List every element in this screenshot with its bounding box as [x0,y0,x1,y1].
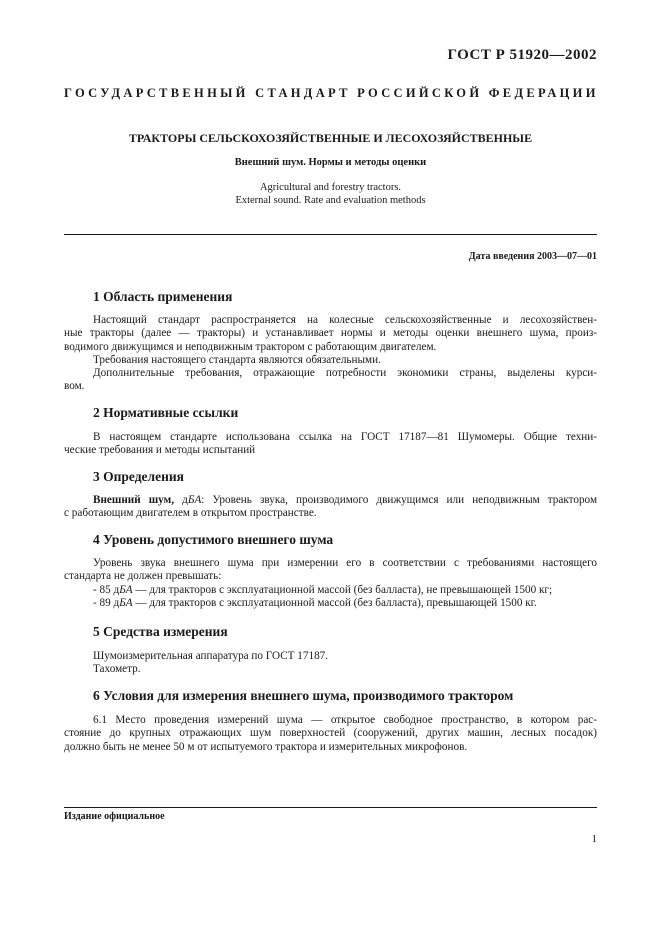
document-subtitle: Внешний шум. Нормы и методы оценки [234,157,427,168]
limit-text: — для тракторов с эксплуатационной массой (без балласта), не превышающей 1500 кг; [132,583,553,596]
edition-label: Издание официальное [64,811,165,822]
limit-unit: БA [119,583,133,596]
state-standard-title: ГОСУДАРСТВЕННЫЙ СТАНДАРТ РОССИЙСКОЙ ФЕДЕРАЦИИ [64,86,599,100]
section-1-line: ные тракторы (далее — тракторы) и устанавливает нормы и методы оценки внешнего шума, произ- [64,327,597,340]
section-1-heading: 1 Область применения [93,289,233,304]
unit-prefix: д [182,494,188,506]
definition-text: : Уровень звука, производимого движущимся или неподвижным трактором [201,494,598,506]
limit-text: — для тракторов с эксплуатационной массой (без балласта), превышающей 1500 кг. [132,596,537,609]
section-4-line: стандарта не должен превышать: [64,570,222,583]
section-1-body [64,314,597,394]
section-3-heading: 3 Определения [93,469,184,484]
section-2-body [64,431,597,458]
section-5-heading: 5 Средства измерения [93,624,228,639]
section-1-line: водимого движущимся и неподвижным трактором с работающим двигателем. [64,340,437,353]
section-3-body [64,494,597,521]
footer-divider [64,807,597,808]
section-1-line: Дополнительные требования, отражающие потребности экономики страны, выделены курси- [93,367,597,380]
section-1-line: Настоящий стандарт распространяется на колесные сельскохозяйственные и лесохозяйствен- [93,314,597,326]
section-4-line: Уровень звука внешнего шума при измерении его в соответствии с требованиями настоящего [93,557,597,569]
limit-value: - 85 д [93,583,120,596]
definition-line: с работающим двигателем в открытом пространстве. [64,507,317,520]
section-5-body [64,650,597,677]
defined-term: Внешний шум, [93,494,175,506]
section-6-line: 6.1 Место проведения измерений шума — открытое свободное пространство, в котором рас- [93,714,597,726]
section-4-body [64,557,597,610]
english-title-line-2: External sound. Rate and evaluation methods [235,195,426,206]
section-2-heading: 2 Нормативные ссылки [93,405,239,420]
section-2-line: В настоящем стандарте использована ссылка на ГОСТ 17187—81 Шумомеры. Общие техни- [93,431,597,443]
document-title: ТРАКТОРЫ СЕЛЬСКОХОЗЯЙСТВЕННЫЕ И ЛЕСОХОЗЯЙСТВЕННЫЕ [128,131,533,145]
title-divider [64,234,597,235]
limit-value: - 89 д [93,596,120,609]
english-title-line-1: Agricultural and forestry tractors. [259,182,402,193]
section-6-line: должно быть не менее 50 м от испытуемого трактора и измерительных микрофонов. [64,740,468,753]
limit-item [64,597,597,610]
section-6-line: стояние до крупных отражающих шум поверхностей (сооружений, других машин, лесных посадок) [64,727,597,740]
standard-code: ГОСТ Р 51920—2002 [447,47,597,63]
section-1-line: Требования настоящего стандарта являются обязательными. [93,353,381,366]
section-2-line: ческие требования и методы испытаний [64,444,256,457]
unit-italic: БA [187,494,202,506]
section-5-line: Тахометр. [93,663,141,676]
section-5-line: Шумоизмерительная аппаратура по ГОСТ 17187. [93,650,329,662]
definition-line [64,494,597,507]
section-1-line: вом. [64,380,85,393]
section-6-body [64,714,597,754]
section-6-heading: 6 Условия для измерения внешнего шума, производимого трактором [93,688,514,703]
section-4-heading: 4 Уровень допустимого внешнего шума [93,532,334,547]
limit-unit: БA [119,596,133,609]
page-number: 1 [591,833,597,845]
effective-date: Дата введения 2003—07—01 [468,251,597,262]
limit-item [64,584,597,597]
